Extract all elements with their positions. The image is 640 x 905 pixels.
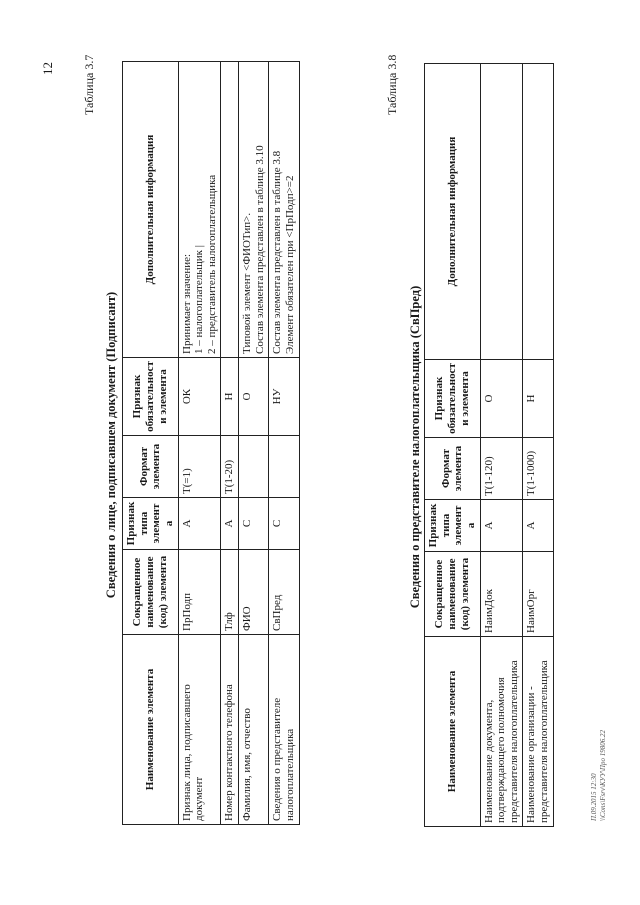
info-line: Элемент обязателен при <ПрПодп>=2 xyxy=(284,175,297,354)
table2 xyxy=(424,64,554,827)
table2-title: Сведения о представителе налогоплательщика (СвПред) xyxy=(408,285,422,609)
table1-label: Таблица 3.7 xyxy=(82,54,96,115)
info-line: Типовой элемент <ФИОТип>. xyxy=(241,212,254,354)
table1-header-cell: Признак типа элемента xyxy=(123,498,179,550)
table-row xyxy=(523,64,553,827)
table-row xyxy=(480,64,523,827)
info-line: Состав элемента представлен в таблице 3.10 xyxy=(253,145,266,354)
cell-info xyxy=(239,62,269,358)
cell-name: Сведения о представителе налогоплательщика xyxy=(269,635,299,825)
info-line: Состав элемента представлен в таблице 3.8 xyxy=(271,150,284,354)
table-row xyxy=(178,62,221,825)
cell-info xyxy=(480,64,523,360)
table1-title: Сведения о лице, подписавшем документ (Подписант) xyxy=(104,291,118,599)
cell-required: Н xyxy=(523,360,553,438)
stamp-line-path: \\Cons\Fsrv\КУУ\Про 19806.22 xyxy=(598,730,607,821)
table1 xyxy=(122,62,300,825)
info-line: Принимает значение: xyxy=(180,253,193,354)
table1-header-cell: Наименование элемента xyxy=(123,635,179,825)
table-row xyxy=(239,62,269,825)
cell-required: О xyxy=(480,360,523,438)
cell-info xyxy=(523,64,553,360)
table1-header-row xyxy=(123,62,179,825)
cell-code: НаимДок xyxy=(480,552,523,637)
cell-format: T(1-20) xyxy=(221,436,239,498)
cell-name: Фамилия, имя, отчество xyxy=(239,635,269,825)
stamp-line-date: П.09.2015 12:30 xyxy=(590,773,598,821)
cell-code: НаимОрг xyxy=(523,552,553,637)
cell-required: ОК xyxy=(178,358,221,436)
cell-name: Наименование документа, подтверждающего полномочия представителя налогоплательщика xyxy=(480,637,523,827)
cell-required: Н xyxy=(221,358,239,436)
cell-info xyxy=(221,62,239,358)
page-number: 12 xyxy=(40,62,55,75)
table1-header-cell: Сокращенное наименование (код) элемента xyxy=(123,550,179,635)
cell-format xyxy=(239,436,269,498)
cell-code: ФИО xyxy=(239,550,269,635)
cell-type: А xyxy=(523,500,553,552)
table2-label: Таблица 3.8 xyxy=(385,54,399,115)
table1-header-cell: Формат элемента xyxy=(123,436,179,498)
cell-code: Тлф xyxy=(221,550,239,635)
cell-name: Номер контактного телефона xyxy=(221,635,239,825)
table2-header-cell: Дополнительная информация xyxy=(425,64,481,360)
table-row xyxy=(269,62,299,825)
cell-type: А xyxy=(480,500,523,552)
cell-type: С xyxy=(239,498,269,550)
cell-format: T(1-120) xyxy=(480,438,523,500)
info-line: 1 – налогоплательщик | xyxy=(193,245,206,354)
cell-type: А xyxy=(178,498,221,550)
cell-format: T(=1) xyxy=(178,436,221,498)
table-row xyxy=(221,62,239,825)
table1-header-cell: Признак обязательности элемента xyxy=(123,358,179,436)
cell-info xyxy=(178,62,221,358)
table2-header-row xyxy=(425,64,481,827)
cell-name: Наименование организации - представителя налогоплательщика xyxy=(523,637,553,827)
file-stamp xyxy=(590,730,608,821)
table1-header-cell: Дополнительная информация xyxy=(123,62,179,358)
cell-code: ПрПодп xyxy=(178,550,221,635)
table2-header-cell: Сокращенное наименование (код) элемента xyxy=(425,552,481,637)
table2-header-cell: Признак типа элемента xyxy=(425,500,481,552)
cell-type: А xyxy=(221,498,239,550)
cell-info xyxy=(269,62,299,358)
cell-format: T(1-1000) xyxy=(523,438,553,500)
cell-code: СвПред xyxy=(269,550,299,635)
cell-required: НУ xyxy=(269,358,299,436)
cell-required: О xyxy=(239,358,269,436)
info-line: 2 – представитель налогоплательщика xyxy=(205,174,218,354)
table2-header-cell: Формат элемента xyxy=(425,438,481,500)
cell-name: Признак лица, подписавшего документ xyxy=(178,635,221,825)
table2-header-cell: Признак обязательности элемента xyxy=(425,360,481,438)
cell-format xyxy=(269,436,299,498)
cell-type: С xyxy=(269,498,299,550)
table2-header-cell: Наименование элемента xyxy=(425,637,481,827)
